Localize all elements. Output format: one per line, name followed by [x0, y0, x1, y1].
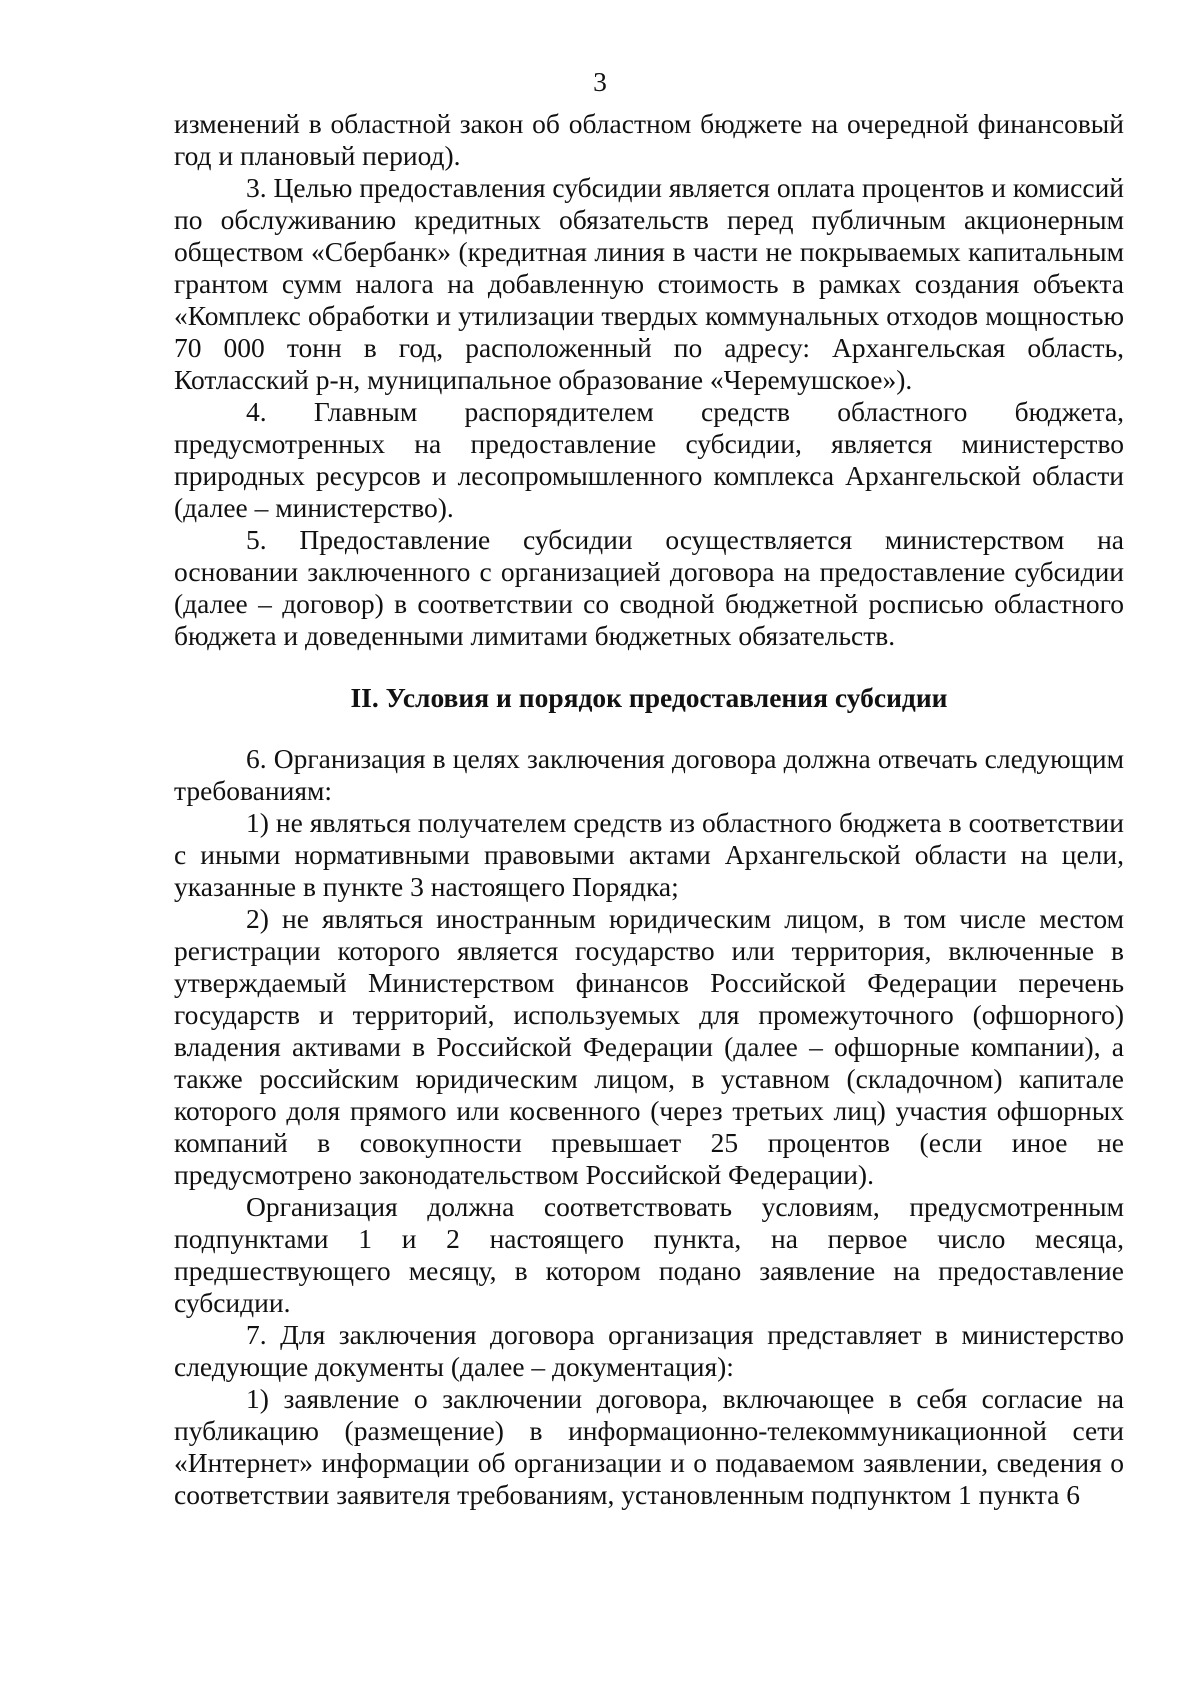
paragraph-item-4: 4. Главным распорядителем средств областного бюджета, предусмотренных на предоставление субсидии, является министерство природных ресурсов и лесопромышленного комплекса Архангельской области (далее – министерство). — [174, 396, 1124, 523]
paragraph-item-6: 6. Организация в целях заключения договора должна отвечать следующим требованиям: — [174, 743, 1124, 806]
paragraph-subitem-7-1: 1) заявление о заключении договора, включающее в себя согласие на публикацию (размещение) в информационно-телекоммуникационной сети «Интернет» информации об организации и о подаваемом заявлении, сведения о соответствии заявителя требованиям, установленным подпунктом 1 пункта 6 — [174, 1383, 1124, 1510]
paragraph-item-3: 3. Целью предоставления субсидии является оплата процентов и комиссий по обслуживанию кредитных обязательств перед публичным акционерным обществом «Сбербанк» (кредитная линия в части не покрываемых капитальным грантом сумм налога на добавленную стоимость в рамках создания объекта «Комплекс обработки и утилизации твердых коммунальных отходов мощностью 70 000 тонн в год, расположенный по адресу: Архангельская область, Котласский р-н, муниципальное образование «Черемушское»). — [174, 172, 1124, 395]
paragraph-item-6-conditions: Организация должна соответствовать условиям, предусмотренным подпунктами 1 и 2 настоящего пункта, на первое число месяца, предшествующего месяцу, в котором подано заявление на предоставление субсидии. — [174, 1191, 1124, 1318]
paragraph-continuation: изменений в областной закон об областном бюджете на очередной финансовый год и плановый период). — [174, 108, 1124, 171]
document-body — [174, 108, 1124, 1511]
paragraph-item-5: 5. Предоставление субсидии осуществляется министерством на основании заключенного с организацией договора на предоставление субсидии (далее – договор) в соответствии со сводной бюджетной росписью областного бюджета и доведенными лимитами бюджетных обязательств. — [174, 524, 1124, 651]
paragraph-item-7: 7. Для заключения договора организация представляет в министерство следующие документы (далее – документация): — [174, 1319, 1124, 1382]
page-number: 3 — [593, 66, 607, 97]
section-heading: II. Условия и порядок предоставления субсидии — [350, 682, 948, 713]
paragraph-subitem-6-1: 1) не являться получателем средств из областного бюджета в соответствии с иными нормативными правовыми актами Архангельской области на цели, указанные в пункте 3 настоящего Порядка; — [174, 807, 1124, 902]
paragraph-subitem-6-2: 2) не являться иностранным юридическим лицом, в том числе местом регистрации которого является государство или территория, включенные в утверждаемый Министерством финансов Российской Федерации перечень государств и территорий, используемых для промежуточного (офшорного) владения активами в Российской Федерации (далее – офшорные компании), а также российским юридическим лицом, в уставном (складочном) капитале которого доля прямого или косвенного (через третьих лиц) участия офшорных компаний в совокупности превышает 25 процентов (если иное не предусмотрено законодательством Российской Федерации). — [174, 903, 1124, 1190]
